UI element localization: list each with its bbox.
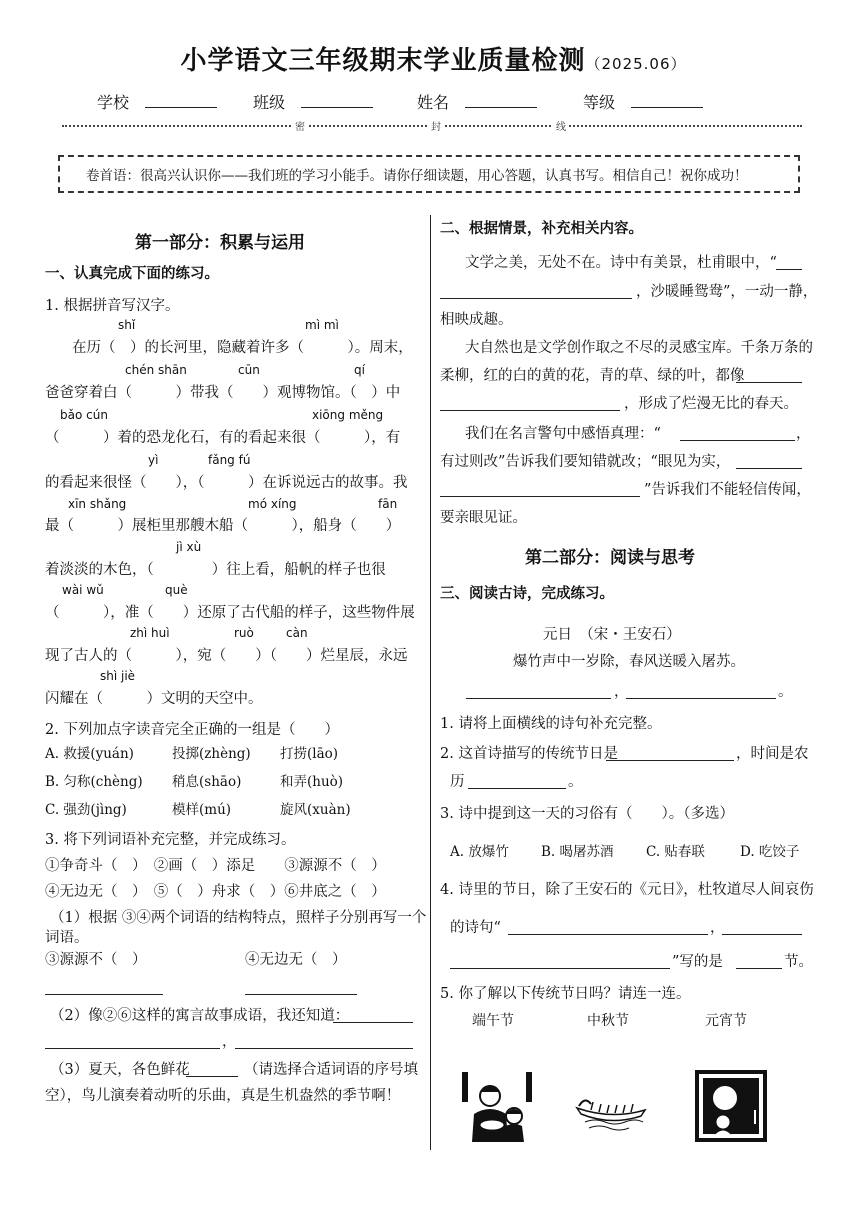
pinyin: yì xyxy=(148,453,159,467)
q3-title: 3. 将下列词语补充完整，并完成练习。 xyxy=(45,832,296,848)
answer-line[interactable] xyxy=(736,954,782,969)
text-line: 的看起来很怪（ ），（ ）在诉说远古的故事。我 xyxy=(45,475,408,491)
q3-3-prompt: （请选择合适词语的序号填 xyxy=(244,1062,418,1078)
answer-line[interactable] xyxy=(333,1008,413,1023)
q2-option-word: 投掷(zhèng) xyxy=(172,746,251,762)
r-p3: 有过则改”告诉我们要知错就改；“眼见为实， xyxy=(440,454,731,470)
answer-line[interactable] xyxy=(450,954,670,969)
grade-field[interactable]: 等级 xyxy=(583,90,703,113)
answer-line[interactable] xyxy=(440,284,632,299)
r-p1: 相映成趣。 xyxy=(440,312,513,328)
pinyin: wài wǔ xyxy=(62,583,104,597)
r-q4: 4. 诗里的节日，除了王安石的《元日》，杜牧道尽人间哀伤 xyxy=(440,882,814,898)
r-q3-option-b[interactable]: B. 喝屠苏酒 xyxy=(541,844,614,860)
r-q2-title: 二、根据情景，补充相关内容。 xyxy=(440,220,643,237)
q2-option-word: 和弄(huò) xyxy=(280,774,344,790)
r-p2: 柔柳，红的白的黄的花，青的草、绿的叶，都像 xyxy=(440,368,745,384)
pinyin: zhì huì xyxy=(130,626,170,640)
poem-title: 元日 （宋・王安石） xyxy=(543,627,681,643)
r-p3: 我们在名言警句中感悟真理：“ xyxy=(465,426,661,442)
pinyin: mì mì xyxy=(305,318,339,332)
q3-1-item: ③源源不（ ） xyxy=(45,952,147,968)
dumpling-family-image[interactable] xyxy=(462,1070,532,1142)
answer-line[interactable] xyxy=(680,426,795,441)
r-q4: 的诗句“ xyxy=(450,920,501,936)
answer-line[interactable] xyxy=(245,980,357,995)
moon-viewing-image[interactable] xyxy=(695,1070,767,1142)
text-line: 着淡淡的木色，（ ）往上看，船帆的样子也很 xyxy=(45,562,386,578)
r-p1: 文学之美，无处不在。诗中有美景，杜甫眼中，“ xyxy=(465,255,777,271)
answer-line[interactable] xyxy=(736,368,802,383)
poem-end: 。 xyxy=(778,684,793,700)
pinyin: fān xyxy=(378,497,398,511)
text-line: 最（ ）展柜里那艘木船（ ），船身（ ） xyxy=(45,518,401,534)
seal-mark-xian: 线 xyxy=(553,118,569,133)
exam-date: （2025.06） xyxy=(585,55,687,73)
q2-option-word: 旋风(xuàn) xyxy=(280,802,351,818)
r-p1: ，沙暖睡鸳鸯”，一动一静， xyxy=(636,284,818,300)
r-q3-option-d[interactable]: D. 吃饺子 xyxy=(740,844,800,860)
class-field[interactable]: 班级 xyxy=(253,90,373,113)
answer-line[interactable] xyxy=(440,396,620,411)
q3-2-prompt: （2）像②⑥这样的寓言故事成语，我还知道： xyxy=(50,1008,350,1024)
r-q2: 。 xyxy=(568,774,583,790)
pinyin: cūn xyxy=(238,363,260,377)
answer-line[interactable] xyxy=(45,980,163,995)
name-field[interactable]: 姓名 xyxy=(417,90,537,113)
answer-line[interactable] xyxy=(468,774,566,789)
r-q3-option-a[interactable]: A. 放爆竹 xyxy=(450,844,509,860)
pinyin: què xyxy=(165,583,188,597)
q3-row: ①争奇斗（ ） ②画（ ）添足 ③源源不（ ） xyxy=(45,858,386,874)
comma: ， xyxy=(796,426,811,442)
answer-line[interactable] xyxy=(186,1062,238,1077)
r-q4: ”写的是 xyxy=(672,954,723,970)
answer-line[interactable] xyxy=(736,454,802,469)
r-q5: 5. 你了解以下传统节日吗？请连一连。 xyxy=(440,986,691,1002)
pinyin: ruò xyxy=(234,626,254,640)
pinyin: shǐ xyxy=(118,318,136,332)
seal-mark-feng: 封 xyxy=(428,118,444,133)
pinyin: jì xù xyxy=(176,540,202,554)
q3-1-prompt: （1）根据 ③④两个词语的结构特点，照样子分别再写一个 xyxy=(50,910,427,926)
q2-option-c[interactable]: C. 强劲(jìng) xyxy=(45,802,127,818)
pinyin: bǎo cún xyxy=(60,408,108,422)
pinyin: qí xyxy=(354,363,365,377)
q3-3-prompt: （3）夏天，各色鲜花 xyxy=(50,1062,190,1078)
poem-line: 爆竹声中一岁除，春风送暖入屠苏。 xyxy=(513,654,745,670)
pinyin: fǎng fú xyxy=(208,453,251,467)
q2-option-a[interactable]: A. 救援(yuán) xyxy=(45,746,134,762)
q1-title: 一、认真完成下面的练习。 xyxy=(45,265,219,282)
q2-option-word: 稍息(shāo) xyxy=(172,774,242,790)
part1-heading: 第一部分：积累与运用 xyxy=(135,233,305,253)
answer-line[interactable] xyxy=(508,920,708,935)
text-line: 现了古人的（ ），宛（ ）（ ）烂星辰，永远 xyxy=(45,648,408,664)
text-line: 在历（ ）的长河里，隐藏着许多（ ）。周末， xyxy=(72,340,413,356)
q1-1-title: 1. 根据拼音写汉字。 xyxy=(45,298,180,314)
q2-option-b[interactable]: B. 匀称(chèng) xyxy=(45,774,143,790)
r-q3-option-c[interactable]: C. 贴春联 xyxy=(646,844,705,860)
r-p3: ”告诉我们不能轻信传闻， xyxy=(644,482,811,498)
text-line: 爸爸穿着白（ ）带我（ ）观博物馆。（ ）中 xyxy=(45,385,401,401)
r-q2: 历 xyxy=(450,774,465,790)
pinyin: shì jiè xyxy=(100,669,136,683)
answer-line[interactable] xyxy=(776,255,802,270)
pinyin: xīn shǎng xyxy=(68,497,127,511)
page-title xyxy=(0,40,867,77)
answer-line[interactable] xyxy=(626,684,776,699)
q2-title: 2. 下列加点字读音完全正确的一组是（ ） xyxy=(45,722,339,738)
r-q3: 3. 诗中提到这一天的习俗有（ ）。（多选） xyxy=(440,806,734,822)
pinyin: càn xyxy=(286,626,308,640)
dragon-boat-image[interactable] xyxy=(575,1080,647,1132)
festival-zhongqiu[interactable]: 中秋节 xyxy=(587,1013,629,1029)
pinyin: xiōng měng xyxy=(312,408,384,422)
r-p2: ，形成了烂漫无比的春天。 xyxy=(624,396,798,412)
q3-1-prompt-end: 词语。 xyxy=(45,930,89,946)
r-q2: ，时间是农 xyxy=(736,746,809,762)
answer-line[interactable] xyxy=(235,1034,413,1049)
q3-1-item: ④无边无（ ） xyxy=(245,952,347,968)
pinyin: mó xíng xyxy=(248,497,297,511)
answer-line[interactable] xyxy=(466,684,611,699)
r-p2: 大自然也是文学创作取之不尽的灵感宝库。千条万条的 xyxy=(465,340,813,356)
notice-box: 卷首语：很高兴认识你——我们班的学习小能手。请你仔细读题，用心答题，认真书写。相信自己！祝你成功！ xyxy=(58,155,800,193)
poem-sep: ， xyxy=(614,684,629,700)
q3-row: ④无边无（ ） ⑤（ ）舟求（ ）⑥井底之（ ） xyxy=(45,884,386,900)
r-q1: 1. 请将上面横线的诗句补充完整。 xyxy=(440,716,662,732)
festival-yuanxiao[interactable]: 元宵节 xyxy=(705,1013,747,1029)
seal-mark-mi: 密 xyxy=(292,118,308,133)
text-line: （ ）着的恐龙化石，有的看起来很（ ），有 xyxy=(45,430,401,446)
comma: ， xyxy=(222,1034,237,1050)
festival-duanwu[interactable]: 端午节 xyxy=(472,1013,514,1029)
q2-option-word: 打捞(lāo) xyxy=(280,746,339,762)
r-q4: 节。 xyxy=(784,954,813,970)
text-line: 闪耀在（ ）文明的天空中。 xyxy=(45,691,263,707)
r-p3: 要亲眼见证。 xyxy=(440,510,527,526)
part2-heading: 第二部分：阅读与思考 xyxy=(525,548,695,568)
column-divider xyxy=(430,215,431,1150)
exam-title: 小学语文三年级期末学业质量检测 xyxy=(180,46,586,76)
answer-line[interactable] xyxy=(606,746,734,761)
text-line: （ ），准（ ）还原了古代船的样子，这些物件展 xyxy=(45,605,415,621)
comma: ， xyxy=(710,920,725,936)
r-q2: 2. 这首诗描写的传统节日是 xyxy=(440,746,618,762)
q3-3-prompt: 空），鸟儿演奏着动听的乐曲，真是生机盎然的季节啊！ xyxy=(45,1088,401,1104)
answer-line[interactable] xyxy=(722,920,802,935)
school-field[interactable]: 学校 xyxy=(97,90,217,113)
answer-line[interactable] xyxy=(45,1034,220,1049)
pinyin: chén shān xyxy=(125,363,187,377)
r-q3-title: 三、阅读古诗，完成练习。 xyxy=(440,585,614,602)
answer-line[interactable] xyxy=(440,482,640,497)
q2-option-word: 模样(mú) xyxy=(172,802,232,818)
